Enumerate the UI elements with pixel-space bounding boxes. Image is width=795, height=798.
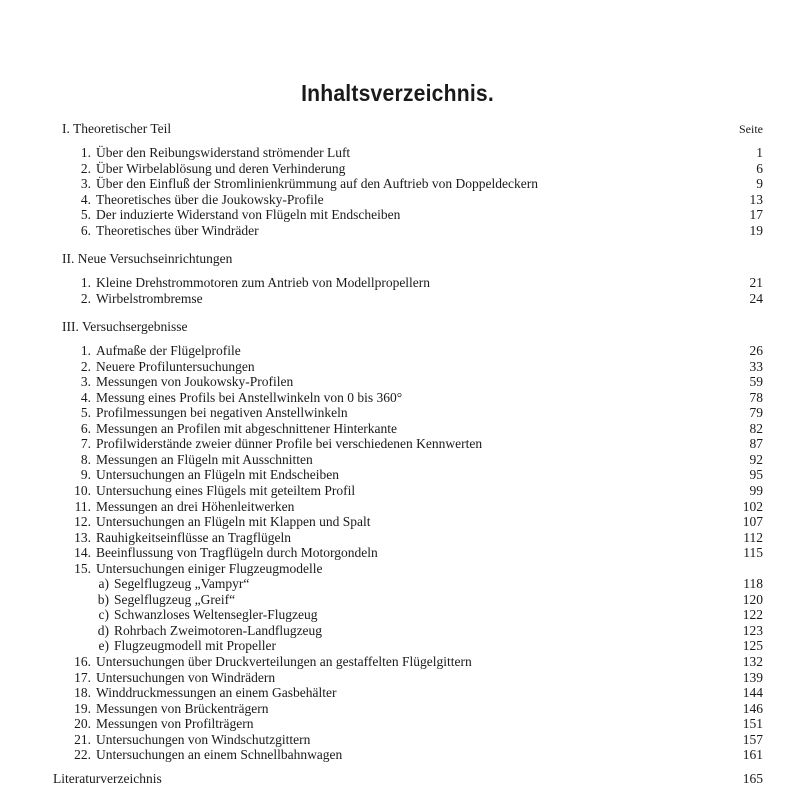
- toc-entry: [80, 389, 763, 405]
- toc-entry: [80, 451, 763, 467]
- entry-page-number: 82: [749, 420, 763, 436]
- entry-page-number: 21: [749, 275, 763, 290]
- entry-number: 3.: [80, 176, 91, 192]
- toc-entry: [80, 207, 763, 223]
- entry-number: 20.: [74, 716, 91, 732]
- toc-entry: [74, 747, 763, 763]
- entry-page-number: 112: [743, 529, 763, 545]
- toc-entry: [74, 514, 763, 530]
- entry-title: Untersuchungen an Flügeln mit Klappen und Spalt: [96, 514, 371, 530]
- entry-page-number: 78: [749, 389, 763, 405]
- entry-title: Über Wirbelablösung und deren Verhinderung: [96, 160, 346, 176]
- section-heading: [62, 319, 188, 334]
- toc-entry: [80, 176, 763, 192]
- entry-page-number: 33: [749, 358, 763, 374]
- toc-entry: [80, 191, 763, 207]
- entry-number: 14.: [74, 545, 91, 561]
- toc-entry: [80, 290, 763, 306]
- entry-page-number: 139: [742, 669, 763, 685]
- toc-entry: [80, 358, 763, 374]
- entry-page-number: 59: [749, 374, 763, 390]
- entry-page-number: 125: [742, 638, 763, 654]
- entry-number: 22.: [74, 747, 91, 763]
- toc-entry: [80, 275, 763, 290]
- toc-entry: [80, 436, 763, 452]
- entry-number: e): [98, 638, 109, 654]
- entry-page-number: 6: [756, 160, 763, 176]
- entry-title: Aufmaße der Flügelprofile: [96, 343, 241, 358]
- entry-title: Untersuchungen an Flügeln mit Endscheiben: [96, 467, 339, 483]
- entry-number: 1.: [80, 275, 91, 290]
- entry-page-number: 95: [749, 467, 763, 483]
- literature-page-number: 165: [742, 771, 763, 786]
- entry-page-number: 161: [742, 747, 763, 763]
- entry-title: Messungen von Brückenträgern: [96, 700, 269, 716]
- entry-page-number: 122: [742, 607, 763, 623]
- entry-page-number: 107: [742, 514, 763, 530]
- section-title: Theoretischer Teil: [73, 121, 172, 136]
- entry-page-number: 17: [749, 207, 763, 223]
- entry-title: Segelflugzeug „Greif“: [114, 591, 236, 607]
- entry-title: Profilmessungen bei negativen Anstellwinkeln: [96, 405, 348, 421]
- toc-entry: [74, 482, 763, 498]
- toc-subentry: [98, 638, 763, 654]
- section-number: III.: [62, 319, 79, 334]
- section-number: II.: [62, 251, 75, 266]
- entry-number: 10.: [74, 482, 91, 498]
- toc-entry: [74, 654, 763, 669]
- entry-number: 4.: [80, 389, 91, 405]
- page-column-header: Seite: [739, 122, 763, 136]
- entry-title: Segelflugzeug „Vampyr“: [114, 576, 250, 592]
- section-heading: [62, 251, 232, 266]
- entry-title: Wirbelstrombremse: [96, 290, 203, 306]
- entry-title: Untersuchungen von Windschutzgittern: [96, 731, 311, 747]
- entry-title: Untersuchungen einiger Flugzeugmodelle: [96, 560, 323, 576]
- entry-title: Untersuchungen von Windrädern: [96, 669, 276, 685]
- section-heading: [62, 121, 171, 136]
- entry-number: 7.: [80, 436, 91, 452]
- entry-title: Messungen an drei Höhenleitwerken: [96, 498, 295, 514]
- toc-entry: [74, 716, 763, 732]
- entry-title: Messungen an Flügeln mit Ausschnitten: [96, 451, 313, 467]
- page-title: Inhaltsverzeichnis.: [301, 80, 494, 106]
- entry-number: 5.: [80, 405, 91, 421]
- literature-title: Literaturverzeichnis: [53, 771, 162, 786]
- entry-title: Profilwiderstände zweier dünner Profile bei verschiedenen Kennwerten: [96, 436, 483, 452]
- entry-title: Messung eines Profils bei Anstellwinkeln von 0 bis 360°: [96, 389, 403, 405]
- toc-entry: [80, 222, 763, 238]
- toc-entry: [74, 529, 763, 545]
- entry-title: Theoretisches über die Joukowsky-Profile: [96, 191, 324, 207]
- entry-title: Über den Reibungswiderstand strömender Luft: [96, 145, 351, 160]
- entry-page-number: 13: [749, 191, 763, 207]
- entry-title: Neuere Profiluntersuchungen: [96, 358, 255, 374]
- entry-number: 19.: [74, 700, 91, 716]
- entry-number: 4.: [80, 191, 91, 207]
- entry-number: 8.: [80, 451, 91, 467]
- literature-entry: [53, 771, 763, 786]
- section-title: Neue Versuchseinrichtungen: [77, 251, 233, 266]
- entry-number: 17.: [74, 669, 91, 685]
- entry-number: 6.: [80, 222, 91, 238]
- entry-title: Rohrbach Zweimotoren-Landflugzeug: [114, 622, 323, 638]
- entry-number: 18.: [74, 685, 91, 701]
- entry-page-number: 123: [742, 622, 763, 638]
- entry-number: c): [98, 607, 109, 623]
- toc-subentry: [97, 591, 763, 607]
- entry-number: 15.: [74, 560, 91, 576]
- entry-page-number: 24: [749, 290, 763, 306]
- entry-number: 1.: [80, 145, 91, 160]
- toc-entry: [74, 498, 763, 514]
- toc-entry: [80, 145, 763, 160]
- toc-entry: [74, 545, 763, 561]
- entry-title: Über den Einfluß der Stromlinienkrümmung auf den Auftrieb von Doppeldeckern: [96, 176, 539, 192]
- entry-number: 2.: [80, 160, 91, 176]
- entry-number: 12.: [74, 514, 91, 530]
- entry-page-number: 120: [742, 591, 763, 607]
- entry-title: Kleine Drehstrommotoren zum Antrieb von Modellpropellern: [96, 275, 431, 290]
- entry-page-number: 92: [749, 451, 763, 467]
- toc-entry: [74, 731, 763, 747]
- entry-number: 9.: [80, 467, 91, 483]
- toc-entry: [80, 405, 763, 421]
- toc-entry: [74, 560, 763, 576]
- entry-number: 3.: [80, 374, 91, 390]
- entry-number: 2.: [80, 290, 91, 306]
- entry-page-number: 144: [742, 685, 763, 701]
- entry-title: Theoretisches über Windräder: [96, 222, 259, 238]
- entry-page-number: 146: [742, 700, 763, 716]
- entry-page-number: 9: [756, 176, 763, 192]
- entry-number: 13.: [74, 529, 91, 545]
- entry-page-number: 99: [749, 482, 763, 498]
- entry-title: Untersuchung eines Flügels mit geteiltem Profil: [96, 482, 356, 498]
- entry-title: Flugzeugmodell mit Propeller: [114, 638, 276, 654]
- entry-title: Beeinflussung von Tragflügeln durch Motorgondeln: [96, 545, 378, 561]
- entry-title: Der induzierte Widerstand von Flügeln mit Endscheiben: [96, 207, 401, 223]
- toc-subentry: [97, 622, 763, 638]
- entry-title: Messungen an Profilen mit abgeschnittener Hinterkante: [96, 420, 398, 436]
- entry-number: d): [97, 622, 109, 638]
- entry-number: 1.: [80, 343, 91, 358]
- toc-subentry: [98, 576, 763, 592]
- entry-page-number: 132: [742, 654, 763, 669]
- entry-number: 16.: [74, 654, 91, 669]
- toc-entry: [80, 160, 763, 176]
- toc-entry: [74, 669, 763, 685]
- entry-page-number: 115: [743, 545, 763, 561]
- toc-subentry: [98, 607, 763, 623]
- toc-entry: [80, 343, 763, 358]
- toc-entry: [80, 420, 763, 436]
- toc-entry: [80, 467, 763, 483]
- entry-number: a): [98, 576, 109, 592]
- section-number: I.: [62, 121, 70, 136]
- entry-page-number: 87: [749, 436, 763, 452]
- entry-title: Messungen von Joukowsky-Profilen: [96, 374, 294, 390]
- entry-page-number: 157: [742, 731, 763, 747]
- entry-page-number: 1: [756, 145, 763, 160]
- entry-page-number: 102: [742, 498, 763, 514]
- entry-page-number: 19: [749, 222, 763, 238]
- entry-title: Untersuchungen an einem Schnellbahnwagen: [96, 747, 343, 763]
- entry-page-number: 26: [749, 343, 763, 358]
- entry-number: b): [97, 591, 109, 607]
- entry-title: Rauhigkeitseinflüsse an Tragflügeln: [96, 529, 291, 545]
- entry-number: 5.: [80, 207, 91, 223]
- entry-title: Messungen von Profilträgern: [96, 716, 254, 732]
- entry-page-number: 79: [749, 405, 763, 421]
- entry-title: Untersuchungen über Druckverteilungen an gestaffelten Flügelgittern: [96, 654, 472, 669]
- toc-entry: [80, 374, 763, 390]
- toc-entry: [74, 685, 763, 701]
- entry-number: 2.: [80, 358, 91, 374]
- entry-title: Winddruckmessungen an einem Gasbehälter: [96, 685, 337, 701]
- section-title: Versuchsergebnisse: [82, 319, 188, 334]
- entry-number: 11.: [74, 498, 91, 514]
- toc-entry: [74, 700, 763, 716]
- entry-number: 21.: [74, 731, 91, 747]
- entry-page-number: 118: [743, 576, 763, 592]
- entry-title: Schwanzloses Weltensegler-Flugzeug: [114, 607, 318, 623]
- entry-page-number: 151: [742, 716, 763, 732]
- entry-number: 6.: [80, 420, 91, 436]
